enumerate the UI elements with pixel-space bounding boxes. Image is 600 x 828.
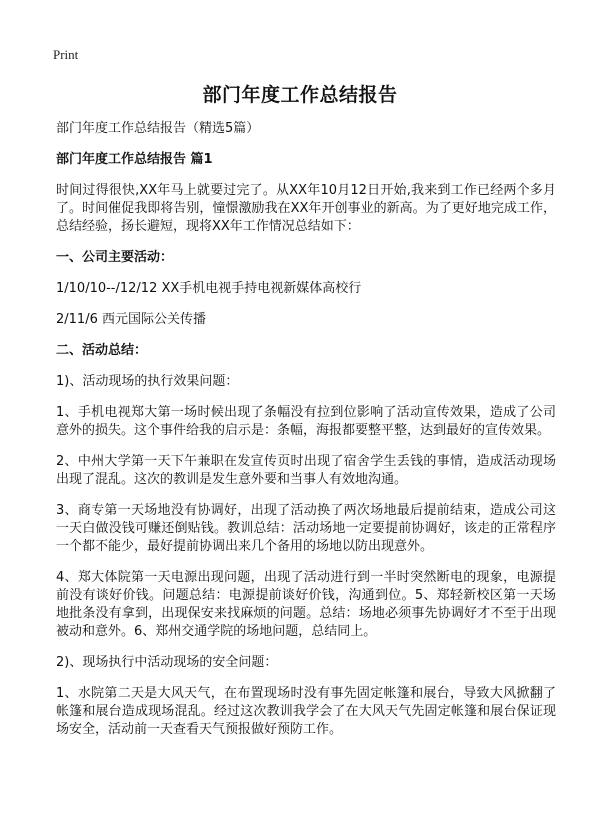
activity-item-2: 2/11/6 西元国际公关传播	[56, 312, 206, 327]
document-body	[56, 120, 556, 752]
heading-activity-summary: 二、活动总结：	[56, 343, 148, 358]
intro-paragraph: 时间过得很快,XX年马上就要过完了。从XX年10月12日开始,我来到工作已经两个多月了。时间催促我即将告别，憧憬激励我在XX年开创事业的新高。为了更好地完成工作，总结经验，扬长避短，现将XX年工作情况总结如下：	[56, 183, 556, 234]
summary-paragraph-4: 4、郑大体院第一天电源出现问题，出现了活动进行到一半时突然断电的现象，电源提前没有谈好价钱。问题总结：电源提前谈好价钱，沟通到位。5、郑轻新校区第一天场地批条没有拿到，出现保安来找麻烦的问题。总结：场地必须事先协调好才不至于出现被动和意外。6、郑州交通学院的场地问题，总结同上。	[56, 570, 556, 639]
subheading-safety: 2)、现场执行中活动现场的安全问题：	[56, 655, 278, 670]
print-link[interactable]: Print	[53, 47, 79, 62]
summary-paragraph-2: 2、中州大学第一天下午兼职在发宣传页时出现了宿舍学生丢钱的事情，造成活动现场出现了混乱。这次的教训是发生意外要和当事人有效地沟通。	[56, 454, 556, 487]
document-subtitle: 部门年度工作总结报告（精选5篇）	[56, 121, 260, 136]
subheading-execution: 1)、活动现场的执行效果问题：	[56, 374, 239, 389]
section-title: 部门年度工作总结报告 篇1	[56, 152, 213, 167]
safety-paragraph-1: 1、水院第二天是大风天气，在布置现场时没有事先固定帐篷和展台，导致大风掀翻了帐篷和展台造成现场混乱。经过这次教训我学会了在大风天气先固定帐篷和展台保证现场安全，活动前一天查看天气预报做好预防工作。	[56, 686, 556, 737]
heading-main-activities: 一、公司主要活动：	[56, 250, 174, 265]
summary-paragraph-1: 1、手机电视郑大第一场时候出现了条幅没有拉到位影响了活动宣传效果，造成了公司意外的损失。这个事件给我的启示是：条幅，海报都要整平整，达到最好的宣传效果。	[56, 405, 556, 438]
summary-paragraph-3: 3、商专第一天场地没有协调好，出现了活动换了两次场地最后提前结束，造成公司这一天白做没钱可赚还倒贴钱。教训总结：活动场地一定要提前协调好，该走的正常程序一个都不能少，最好提前协调出来几个备用的场地以防出现意外。	[56, 503, 556, 554]
document-title: 部门年度工作总结报告	[202, 84, 398, 106]
activity-item-1: 1/10/10--/12/12 XX手机电视手持电视新媒体高校行	[56, 281, 362, 296]
